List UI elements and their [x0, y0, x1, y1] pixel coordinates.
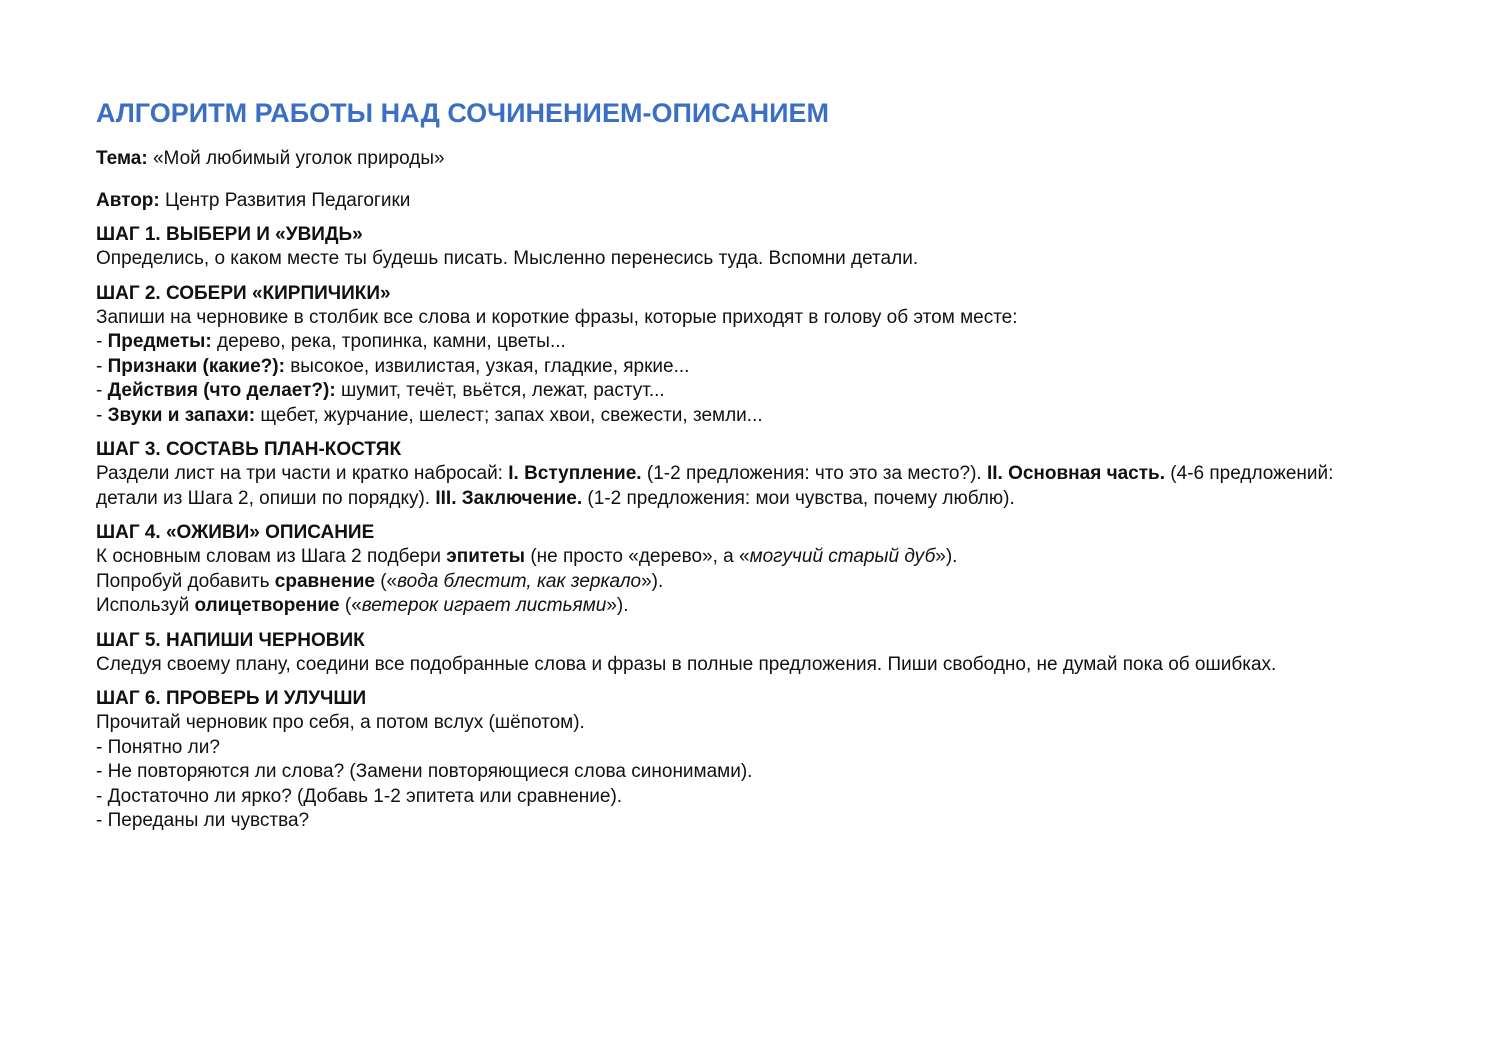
list-prefix: - — [96, 380, 108, 401]
step-1 — [96, 223, 1404, 272]
topic-line — [96, 147, 1404, 171]
topic-label: Тема: — [96, 148, 148, 169]
text-run: Раздели лист на три части и кратко набросай: — [96, 463, 509, 484]
text-run: »). — [606, 595, 629, 616]
list-item: - Понятно ли? — [96, 736, 220, 758]
item-text: дерево, река, тропинка, камни, цветы... — [211, 331, 566, 352]
text-run: К основным словам из Шага 2 подбери — [96, 546, 447, 567]
text-run: (« — [339, 595, 362, 616]
item-text: щебет, журчание, шелест; запах хвои, свежести, земли... — [255, 404, 763, 426]
list-prefix: - — [96, 404, 108, 426]
step-6 — [96, 687, 1404, 834]
term-personification: олицетворение — [194, 595, 340, 616]
step-text — [96, 462, 1376, 511]
step-line — [96, 594, 1404, 619]
step-title: ШАГ 4. «ОЖИВИ» ОПИСАНИЕ — [96, 522, 375, 543]
list-prefix: - — [96, 331, 108, 352]
author-value: Центр Развития Педагогики — [165, 190, 411, 211]
step-line — [96, 545, 1404, 570]
list-prefix: - — [96, 355, 108, 377]
step-5 — [96, 629, 1404, 678]
text-run: »). — [641, 570, 664, 592]
list-item: - Достаточно ли ярко? (Добавь 1-2 эпитета или сравнение). — [96, 785, 623, 807]
list-item — [96, 330, 1404, 355]
item-label: Действия (что делает?): — [107, 380, 336, 401]
example-text: ветерок играет листьями — [361, 595, 607, 616]
text-run: (« — [374, 570, 398, 592]
list-item — [96, 379, 1404, 404]
page-title: АЛГОРИТМ РАБОТЫ НАД СОЧИНЕНИЕМ-ОПИСАНИЕМ — [96, 98, 829, 128]
step-title: ШАГ 2. СОБЕРИ «КИРПИЧИКИ» — [96, 282, 391, 304]
text-run: (не просто «дерево», а « — [525, 546, 750, 567]
item-label: Предметы: — [107, 331, 212, 352]
text-run: (4-6 предложений: детали из Шага 2, опиши по порядку). — [96, 463, 1334, 509]
author-line — [96, 189, 1404, 213]
step-4 — [96, 521, 1404, 619]
text-run: Попробуй добавить — [96, 570, 275, 592]
example-text: могучий старый дуб — [749, 546, 936, 567]
step-3 — [96, 438, 1404, 511]
plan-main-label: II. Основная часть. — [986, 463, 1166, 484]
item-text: высокое, извилистая, узкая, гладкие, яркие... — [284, 355, 690, 377]
step-text: Следуя своему плану, соедини все подобранные слова и фразы в полные предложения. Пиши свободно, не думай пока об ошибках. — [96, 653, 1277, 675]
list-item — [96, 404, 1404, 429]
step-text: Определись, о каком месте ты будешь писать. Мысленно перенесись туда. Вспомни детали. — [96, 248, 919, 269]
text-run: Используй — [96, 595, 195, 616]
text-run: (1-2 предложения: мои чувства, почему люблю). — [582, 487, 1015, 509]
list-item — [96, 355, 1404, 380]
item-label: Признаки (какие?): — [107, 355, 285, 377]
term-comparison: сравнение — [274, 570, 375, 592]
step-title: ШАГ 1. ВЫБЕРИ И «УВИДЬ» — [96, 224, 363, 245]
list-item: - Переданы ли чувства? — [96, 810, 310, 831]
step-2 — [96, 282, 1404, 429]
step-title: ШАГ 3. СОСТАВЬ ПЛАН-КОСТЯК — [96, 439, 402, 460]
text-run: (1-2 предложения: что это за место?). — [641, 463, 987, 484]
plan-intro-label: I. Вступление. — [508, 463, 642, 484]
author-label: Автор: — [96, 190, 160, 211]
item-text: шумит, течёт, вьётся, лежат, растут... — [335, 380, 665, 401]
step-intro: Прочитай черновик про себя, а потом вслух (шёпотом). — [96, 712, 585, 733]
example-text: вода блестит, как зеркало — [397, 570, 642, 592]
topic-value: «Мой любимый уголок природы» — [152, 148, 445, 169]
step-title: ШАГ 6. ПРОВЕРЬ И УЛУЧШИ — [96, 688, 367, 709]
text-run: »). — [935, 546, 958, 567]
step-intro: Запиши на черновике в столбик все слова и короткие фразы, которые приходят в голову об этом месте: — [96, 306, 1018, 328]
step-title: ШАГ 5. НАПИШИ ЧЕРНОВИК — [96, 629, 365, 651]
term-epithets: эпитеты — [446, 546, 526, 567]
item-label: Звуки и запахи: — [107, 404, 256, 426]
list-item: - Не повторяются ли слова? (Замени повторяющиеся слова синонимами). — [96, 761, 753, 782]
plan-conclusion-label: III. Заключение. — [435, 487, 583, 509]
step-line — [96, 570, 1404, 595]
